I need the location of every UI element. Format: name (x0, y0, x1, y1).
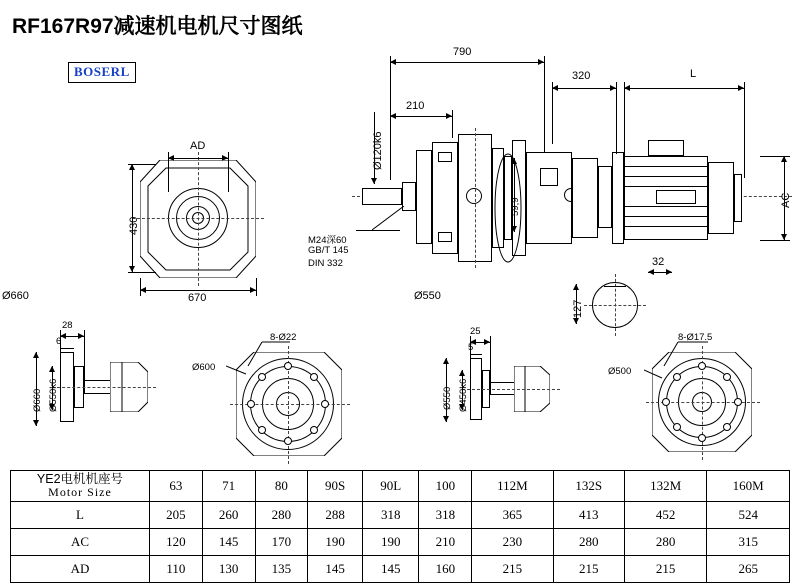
br-dim-450k6-label: Ø450k6 (458, 378, 469, 412)
table-col-header: 80 (255, 471, 308, 502)
blf-bolt-hole-7 (247, 400, 255, 408)
brf-holes-label: 8-Ø17.5 (678, 332, 713, 343)
motor-size-table (10, 470, 790, 583)
table-cell: 318 (419, 501, 472, 528)
dim-599-label: 59,9 (510, 197, 521, 216)
table-cell: 145 (202, 528, 255, 555)
dim-210-ext-right (452, 110, 453, 138)
table-col-header: 63 (150, 471, 203, 502)
br-dim-450-arrow-u (459, 370, 465, 376)
table-col-header: 71 (202, 471, 255, 502)
dim-AC-ext-bot (760, 240, 790, 241)
motor-fin-5 (624, 216, 708, 217)
table-row (11, 555, 790, 582)
table-corner-header (11, 471, 150, 502)
brf-bolt-hole-7 (662, 398, 670, 406)
dim-599-arrow-up (511, 158, 517, 164)
gearbox-centerline-v (475, 128, 476, 268)
dim-L-line (624, 88, 744, 89)
table-cell: 160 (419, 555, 472, 582)
table-cell: 365 (472, 501, 553, 528)
blf-bolt-hole-2 (310, 373, 318, 381)
dim-320-label: 320 (572, 70, 591, 82)
fan-cowl-end (734, 174, 742, 222)
br-dim-5-label: 5 (468, 342, 474, 353)
dim-599-line (514, 158, 515, 232)
dim-660-top-label: Ø660 (2, 290, 29, 302)
dim-120k6-label: Ø120k6 (372, 131, 384, 170)
table-col-header: 90S (308, 471, 363, 502)
fan-cowl (708, 162, 734, 234)
bl-dim-6-label: 6 (56, 336, 62, 347)
table-cell: 215 (553, 555, 624, 582)
motor-shaft-detail (656, 190, 696, 204)
motor-fin-2 (624, 176, 708, 177)
bl-dim-660-arrow-d (33, 420, 39, 426)
left-centerline-v (198, 152, 199, 286)
terminal-box (648, 140, 684, 156)
dim-AC-label: AC (780, 192, 792, 208)
table-col-header: 160M (707, 471, 790, 502)
table-cell: 288 (308, 501, 363, 528)
blf-dim-600-label: Ø600 (192, 362, 216, 373)
table-cell: 135 (255, 555, 308, 582)
dim-210-line (390, 116, 452, 117)
table-col-header: 100 (419, 471, 472, 502)
bl-dim-660-arrow-u (33, 352, 39, 358)
br-dim-550-arrow-d (443, 416, 449, 422)
left-ad-ext-right (228, 152, 229, 192)
dim-32-label: 32 (652, 256, 665, 268)
brf-bolt-hole-5 (698, 434, 706, 442)
bl-dim-550k6-label: Ø550k6 (48, 378, 59, 412)
table-row-label: AD (11, 555, 150, 582)
dim-127-arrow-down (573, 318, 579, 324)
dim-320-ext-left (552, 82, 553, 144)
motor-adapter (572, 158, 598, 238)
blf-bolt-hole-4 (310, 426, 318, 434)
motor-fin-6 (624, 226, 708, 227)
bl-dim-550-arrow-u (49, 366, 55, 372)
thread-note-2: GB/T 145 (308, 245, 349, 256)
table-header-row (11, 471, 790, 502)
brf-bolt-hole-3 (734, 398, 742, 406)
brf-bolt-hole-2 (723, 373, 731, 381)
table-cell: 190 (362, 528, 419, 555)
table-col-header: 112M (472, 471, 553, 502)
thread-note-3: DIN 332 (308, 258, 343, 269)
table-cell: 205 (150, 501, 203, 528)
dim-L-ext-left (624, 82, 625, 156)
blf-bolt-hole-5 (284, 437, 292, 445)
table-cell: 280 (553, 528, 624, 555)
dim-L-label: L (690, 68, 697, 80)
left-ad-dim-line (168, 158, 228, 159)
left-670-ext-right (256, 278, 257, 296)
thread-note-1: M24深60 (308, 235, 347, 246)
dim-L-ext-right (744, 82, 745, 178)
table-row-label: AC (11, 528, 150, 555)
blf-bolt-hole-8 (258, 373, 266, 381)
table-cell: 130 (202, 555, 255, 582)
br-dim-550-arrow-u (443, 358, 449, 364)
table-cell: 280 (624, 528, 707, 555)
motor-fin-3 (624, 186, 708, 187)
dim-127-label: 127 (572, 299, 584, 318)
motor-flange (598, 166, 612, 228)
bl-dim-28-ext-r (84, 330, 85, 384)
table-cell: 110 (150, 555, 203, 582)
table-header-cn: YE2电机机座号 (36, 472, 124, 486)
dim-320-ext-right (616, 82, 617, 154)
left-ad-label: AD (190, 140, 206, 152)
gearbox-bore (466, 188, 482, 204)
brf-bolt-hole-4 (723, 423, 731, 431)
dim-210-label: 210 (406, 100, 425, 112)
left-430-ext-bot (128, 272, 156, 273)
table-cell: 524 (707, 501, 790, 528)
table-cell: 145 (308, 555, 363, 582)
motor-fin-4 (624, 206, 708, 207)
table-row-label: L (11, 501, 150, 528)
blf-bolt-hole-6 (258, 426, 266, 434)
left-ad-ext-left (168, 152, 169, 192)
br-dim-25-label: 25 (470, 326, 481, 337)
gearbox-flange-a (416, 150, 432, 244)
table-header-en: Motor Size (48, 485, 112, 500)
dim-599-arrow-down (511, 226, 517, 232)
dim-AC-ext-top (760, 156, 790, 157)
table-cell: 413 (553, 501, 624, 528)
table-cell: 260 (202, 501, 255, 528)
brf-dim-500-label: Ø500 (608, 366, 632, 377)
flange-ellipse (486, 152, 530, 264)
page-title: RF167R97减速机电机尺寸图纸 (12, 15, 303, 38)
brf-holes-leader (654, 340, 710, 368)
table-row (11, 528, 790, 555)
key-section-centerline-v (615, 274, 616, 336)
left-430-ext-top (128, 164, 156, 165)
left-670-ext-left (140, 278, 141, 296)
brand-logo: BOSERL (68, 62, 136, 83)
dim-32-arrow-right (666, 269, 672, 275)
dim-790-ext-right (544, 56, 545, 152)
table-cell: 265 (707, 555, 790, 582)
table-cell: 280 (255, 501, 308, 528)
blf-600-leader (226, 362, 254, 376)
gearbox-detail-1 (438, 152, 452, 162)
blf-bolt-hole-3 (321, 400, 329, 408)
bl-dim-28-label: 28 (62, 320, 73, 331)
motor-endshield-left (612, 152, 624, 244)
blf-holes-label: 8-Ø22 (270, 332, 297, 343)
left-430-label: 430 (128, 216, 140, 235)
input-shaft (362, 188, 402, 205)
table-cell: 230 (472, 528, 553, 555)
br-centerline (462, 389, 560, 390)
table-cell: 315 (707, 528, 790, 555)
table-cell: 452 (624, 501, 707, 528)
dim-127-arrow-up (573, 284, 579, 290)
br-dim-5-line (470, 354, 482, 355)
bl-dim-660-label: Ø660 (32, 388, 43, 412)
motor-fin-1 (624, 166, 708, 167)
middle-housing-detail (540, 168, 558, 186)
table-cell: 215 (472, 555, 553, 582)
table-cell: 318 (362, 501, 419, 528)
dim-120-arrow (371, 178, 377, 184)
brf-bolt-hole-8 (673, 373, 681, 381)
brf-500-leader (644, 366, 670, 380)
table-cell: 215 (624, 555, 707, 582)
gearbox-detail-2 (438, 232, 452, 242)
table-cell: 145 (362, 555, 419, 582)
dim-32-arrow-left (648, 269, 654, 275)
table-col-header: 132S (553, 471, 624, 502)
table-cell: 170 (255, 528, 308, 555)
table-cell: 210 (419, 528, 472, 555)
table-row (11, 501, 790, 528)
table-cell: 120 (150, 528, 203, 555)
br-dim-25-ext-r (490, 336, 491, 386)
br-dim-550-label: Ø550 (442, 386, 453, 410)
table-cell: 190 (308, 528, 363, 555)
left-670-dim-line (140, 290, 256, 291)
key-flat-line (604, 286, 626, 287)
brf-bolt-hole-6 (673, 423, 681, 431)
dim-790-label: 790 (453, 46, 472, 58)
table-col-header: 90L (362, 471, 419, 502)
bl-dim-6-line (60, 348, 74, 349)
dim-210-arrow-left (390, 113, 396, 119)
left-670-label: 670 (188, 292, 207, 304)
table-col-header: 132M (624, 471, 707, 502)
dim-320-line (552, 88, 616, 89)
dim-550-main-label: Ø550 (414, 290, 441, 302)
dim-790-line (390, 62, 544, 63)
bl-centerline (52, 387, 156, 388)
thread-leader-diag (372, 206, 406, 232)
